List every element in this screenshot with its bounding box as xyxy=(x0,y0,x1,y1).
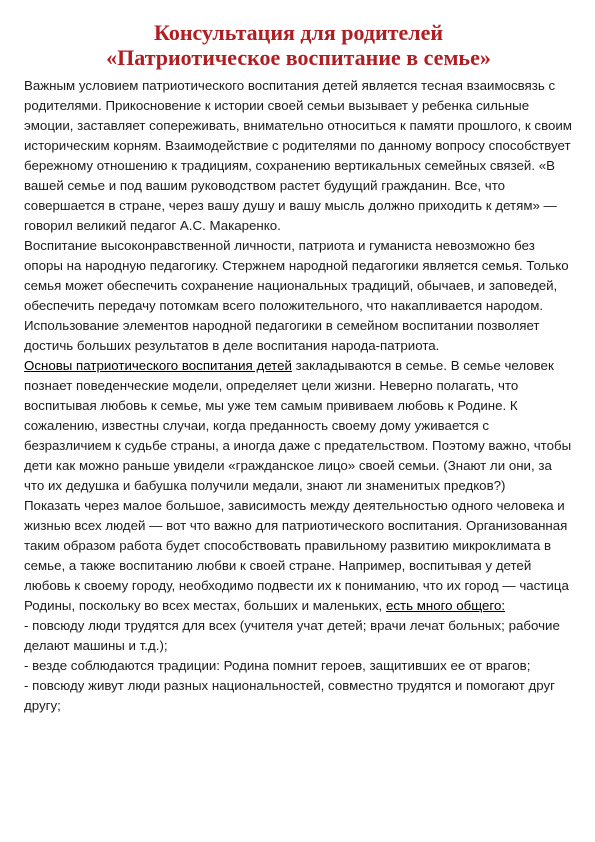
paragraph-1: Важным условием патриотического воспитания детей является тесная взаимосвязь с родителями. Прикосновение к истории своей семьи вызывает у ребенка сильные эмоции, заставляет сопереживать, внимательно относиться к памяти прошлого, к своим историческим корням. Взаимодействие с родителями по данному вопросу способствует бережному отношению к традициям, сохранению вертикальных семейных связей. «В вашей семье и под вашим руководством растет будущий гражданин. Все, что совершается в стране, через вашу душу и вашу мысль должно приходить к детям» — говорил великий педагог А.С. Макаренко. xyxy=(24,78,572,233)
document-title xyxy=(24,20,573,70)
title-line-2: «Патриотическое воспитание в семье» xyxy=(106,45,491,70)
paragraph-3-text: закладываются в семье. В семье человек познает поведенческие модели, определяет цели жизни. Неверно полагать, что воспитывая любовь к семье, мы уже тем самым прививаем любовь к Родине. К сожалению, известны случаи, когда преданность своему дому уживается с безразличием к судьбе страны, а иногда даже с предательством. Поэтому важно, чтобы дети как можно раньше увидели «гражданское лицо» своей семьи. (Знают ли они, за что их дедушка и бабушка получили медали, знают ли знаменитых предков?) xyxy=(24,358,572,493)
paragraph-4 xyxy=(24,496,573,616)
list-item: - повсюду люди трудятся для всех (учителя учат детей; врачи лечат больных; рабочие делают машины и т.д.); xyxy=(24,618,560,653)
underlined-phrase-basics: Основы патриотического воспитания детей xyxy=(24,358,292,373)
list-item: - повсюду живут люди разных национальностей, совместно трудятся и помогают друг другу; xyxy=(24,678,556,713)
underlined-phrase-common: есть много общего: xyxy=(385,598,506,613)
paragraph-2: Воспитание высоконравственной личности, патриота и гуманиста невозможно без опоры на народную педагогику. Стержнем народной педагогики является семья. Только семья может обеспечить сохранение национальных традиций, обычаев, и заповедей, обеспечить передачу потомкам всего положительного, что накапливается народом. Использование элементов народной педагогики в семейном воспитании позволяет достичь больших результатов в деле воспитания народа-патриота. xyxy=(24,238,569,353)
title-line-1: Консультация для родителей xyxy=(153,20,444,45)
paragraph-4-text: Показать через малое большое, зависимость между деятельностью одного человека и жизнью всех людей — вот что важно для патриотического воспитания. Организованная таким образом работа будет способствовать правильному развитию микроклимата в семье, а также воспитанию любви к своей стране. Например, воспитывая у детей любовь к своему городу, необходимо подвести их к пониманию, что их город — частица Родины, поскольку во всех местах, больших и маленьких, xyxy=(24,498,569,613)
paragraph-3 xyxy=(24,356,573,496)
list-item: - везде соблюдаются традиции: Родина помнит героев, защитивших ее от врагов; xyxy=(24,658,531,673)
document-body xyxy=(24,76,573,716)
